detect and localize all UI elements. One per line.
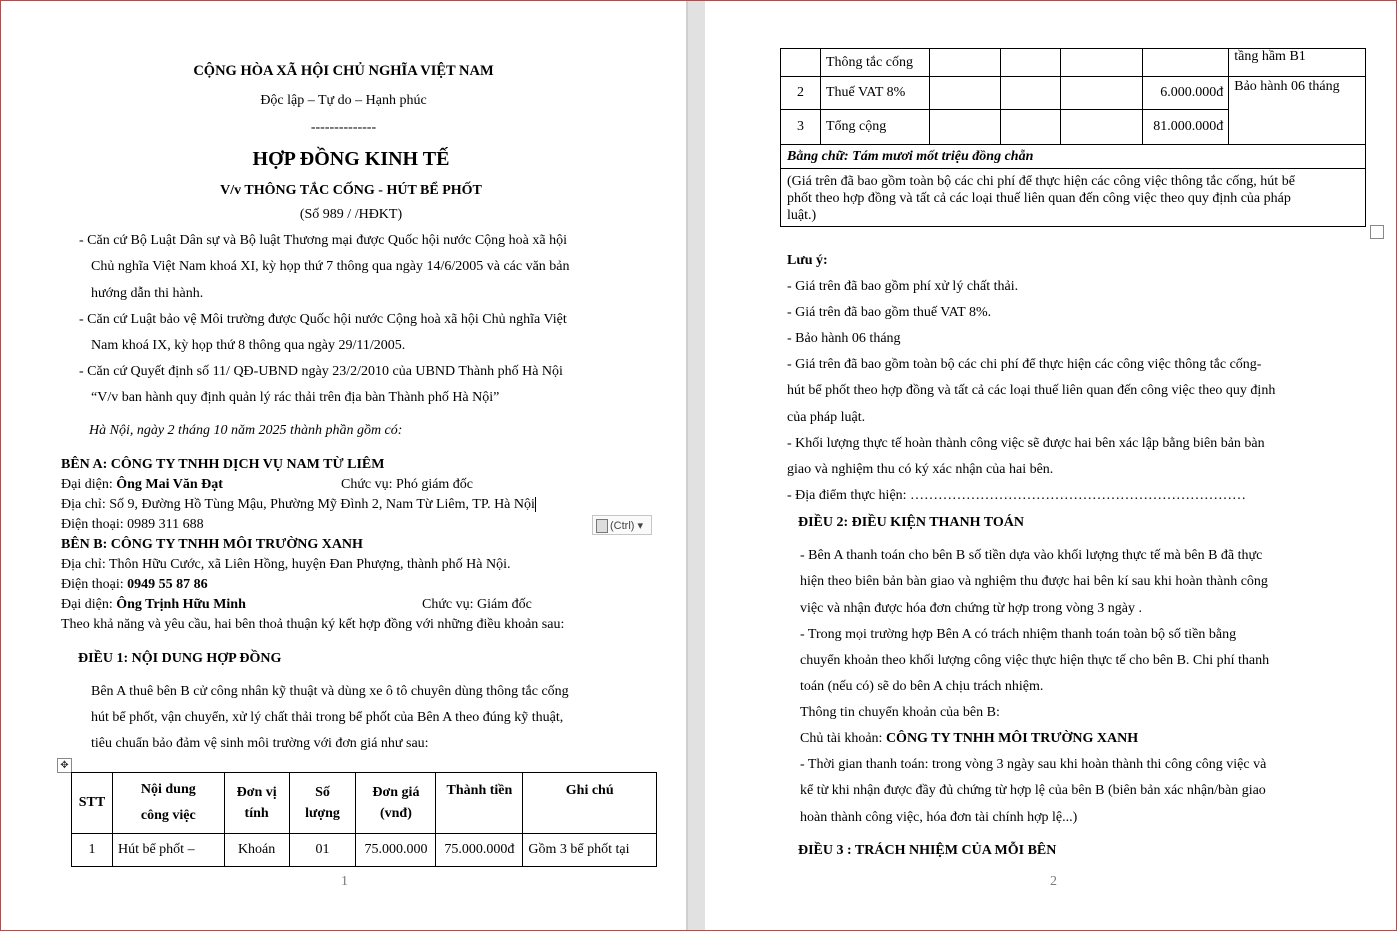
price-table [71,772,657,867]
header-stt: STT [72,773,113,834]
header-note: Ghi chú [523,773,657,834]
party-a-phone: Điện thoại: 0989 311 688 [61,517,204,532]
motto: Độc lập – Tự do – Hạnh phúc [260,93,427,108]
contract-title: HỢP ĐỒNG KINH TẾ [252,148,450,170]
table-resize-handle[interactable] [1370,225,1384,239]
basis-line: Chủ nghĩa Việt Nam khoá XI, kỳ họp thứ 7 thông qua ngày 14/6/2005 và các văn bản [91,259,570,274]
note-line: - Giá trên đã bao gồm phí xử lý chất thải. [787,279,1019,294]
cell-stt: 2 [781,77,821,110]
cell-amount: 75.000.000đ [436,834,523,867]
cell-content: Thông tắc cống [820,49,929,77]
cell-unit-price: 75.000.000 [356,834,436,867]
table-row [781,145,1366,169]
basis-line: - Căn cứ Bộ Luật Dân sự và Bộ luật Thương mại được Quốc hội nước Cộng hoà xã hội [79,233,567,248]
cell-content: Thuế VAT 8% [820,77,929,110]
note-line: của pháp luật. [787,410,866,425]
agreement-line: Theo khả năng và yêu cầu, hai bên thoả thuận ký kết hợp đồng với những điều khoản sau: [61,617,565,632]
cell-amount: 81.000.000đ [1143,110,1229,145]
article-1-body: hút bể phốt, vận chuyển, xử lý chất thải trong bể phốt của Bên A theo đúng kỹ thuật, [91,710,564,725]
party-a-address: Địa chỉ: Số 9, Đường Hồ Tùng Mậu, Phường Mỹ Đình 2, Nam Từ Liêm, TP. Hà Nội [61,497,535,512]
basis-line: - Căn cứ Luật bảo vệ Môi trường được Quốc hội nước Cộng hoà xã hội Chủ nghĩa Việt [79,312,567,327]
header-unit-price: Đơn giá (vnđ) [356,773,436,834]
clipboard-icon [596,519,608,533]
note-line: - Bảo hành 06 tháng [787,331,901,346]
cell-note: tầng hầm B1 [1229,49,1366,77]
cell-note: Bảo hành 06 tháng [1229,77,1366,145]
page-gutter [686,1,705,930]
table-move-handle[interactable]: ✥ [57,758,72,773]
article-2-line: việc và nhận được hóa đơn chứng từ hợp trong vòng 3 ngày . [800,601,1143,616]
text-cursor [535,497,536,512]
paste-options-button[interactable]: (Ctrl) ▾ [592,515,652,535]
document-page-2[interactable] [705,1,1395,930]
notes-title: Lưu ý: [787,253,828,268]
party-b-phone: Điện thoại: 0949 55 87 86 [61,577,208,592]
article-2-line: Thông tin chuyển khoản của bên B: [800,705,1000,720]
header-amount: Thành tiền [436,773,523,834]
table-row [781,49,1366,77]
cell-stt: 1 [72,834,113,867]
nation-heading: CỘNG HÒA XÃ HỘI CHỦ NGHĨA VIỆT NAM [193,63,494,79]
note-line: - Giá trên đã bao gồm thuế VAT 8%. [787,305,992,320]
note-line: - Địa điểm thực hiện: ……………………………………………………………… [787,488,1247,503]
article-2-title: ĐIỀU 2: ĐIỀU KIỆN THANH TOÁN [798,515,1024,530]
header-content: Nội dung công việc [112,773,224,834]
table-row [781,77,1366,110]
cell-stt: 3 [781,110,821,145]
cell-content: Tổng cộng [820,110,929,145]
party-b-heading: BÊN B: CÔNG TY TNHH MÔI TRƯỜNG XANH [61,537,363,552]
basis-line: hướng dẫn thi hành. [91,286,204,301]
header-quantity: Số lượng [289,773,356,834]
payment-time-line: - Thời gian thanh toán: trong vòng 3 ngày sau khi hoàn thành thi công công việc và [800,757,1267,772]
article-2-line: hiện theo biên bản bàn giao và nghiệm thu được hai bên kí sau khi hoàn thành công [800,574,1268,589]
note-line: - Giá trên đã bao gồm toàn bộ các chi phí để thực hiện các công việc thông tắc cống- [787,357,1262,372]
contract-number: (Số 989 / /HĐKT) [299,207,403,222]
page-number: 2 [1050,874,1057,889]
basis-line: - Căn cứ Quyết định số 11/ QĐ-UBND ngày 23/2/2010 của UBND Thành phố Hà Nội [79,364,563,379]
payment-time-line: kể từ khi nhận được đầy đủ chứng từ hợp lệ của bên B (biên bản xác nhận/bàn giao [800,783,1266,798]
party-a-representative: Đại diện: Ông Mai Văn Đạt [61,477,223,492]
article-2-line: chuyển khoản theo khối lượng công việc thực hiện thực tế cho bên B. Chi phí thanh [800,653,1270,668]
date-line: Hà Nội, ngày 2 tháng 10 năm 2025 thành phần gồm có: [89,423,403,438]
cell-amount: 6.000.000đ [1143,77,1229,110]
payment-time-line: hoàn thành công việc, hóa đơn tài chính hợp lệ...) [800,810,1078,825]
party-b-address: Địa chỉ: Thôn Hữu Cước, xã Liên Hồng, huyện Đan Phượng, thành phố Hà Nội. [61,557,511,572]
party-a-heading: BÊN A: CÔNG TY TNHH DỊCH VỤ NAM TỪ LIÊM [61,457,385,472]
cell-quantity: 01 [289,834,356,867]
article-2-line: - Trong mọi trường hợp Bên A có trách nhiệm thanh toán toàn bộ số tiền bằng [800,627,1237,642]
party-b-position: Chức vụ: Giám đốc [422,597,532,612]
price-inclusion-note: (Giá trên đã bao gồm toàn bộ các chi phí để thực hiện các công việc thông tắc cống, hút bể phốt theo hợp đồng và tất cả các loại thuế liên quan đến công việc theo quy định của pháp luật.) [781,169,1366,227]
price-table-continued [780,48,1366,227]
article-3-title: ĐIỀU 3 : TRÁCH NHIỆM CỦA MỖI BÊN [798,843,1057,858]
table-row [72,834,657,867]
article-2-line: toán (nếu có) sẽ do bên A chịu trách nhiệm. [800,679,1044,694]
table-header-row [72,773,657,834]
article-1-title: ĐIỀU 1: NỘI DUNG HỢP ĐỒNG [78,651,282,666]
note-line: hút bể phốt theo hợp đồng và tất cả các loại thuế liên quan đến công việc theo quy định [787,383,1276,398]
document-page-1[interactable] [1,1,686,930]
article-1-body: tiêu chuẩn bảo đảm vệ sinh môi trường với đơn giá như sau: [91,736,429,751]
article-2-line: - Bên A thanh toán cho bên B số tiền dựa vào khối lượng thực tế mà bên B đã thực [800,548,1263,563]
note-line: - Khối lượng thực tế hoàn thành công việc sẽ được hai bên xác lập bằng biên bản bàn [787,436,1265,451]
table-row [781,169,1366,227]
account-holder: Chủ tài khoản: CÔNG TY TNHH MÔI TRƯỜNG XANH [800,731,1139,746]
contract-subject: V/v THÔNG TẮC CỐNG - HÚT BỂ PHỐT [220,183,482,198]
basis-line: Nam khoá IX, kỳ họp thứ 8 thông qua ngày 29/11/2005. [91,338,406,353]
basis-line: “V/v ban hành quy định quản lý rác thải trên địa bàn Thành phố Hà Nội” [91,390,500,405]
cell-unit: Khoán [224,834,289,867]
separator: -------------- [310,120,377,135]
amount-in-words: Bằng chữ: Tám mươi mốt triệu đồng chẵn [781,145,1366,169]
party-b-representative: Đại diện: Ông Trịnh Hữu Minh [61,597,246,612]
cell-note: Gồm 3 bể phốt tại [523,834,657,867]
header-unit: Đơn vị tính [224,773,289,834]
page-number: 1 [341,874,348,889]
note-line: giao và nghiệm thu có ký xác nhận của hai bên. [787,462,1054,477]
article-1-body: Bên A thuê bên B cử công nhân kỹ thuật và dùng xe ô tô chuyên dùng thông tắc cống [91,684,569,699]
party-a-position: Chức vụ: Phó giám đốc [341,477,474,492]
cell-content: Hút bể phốt – [112,834,224,867]
